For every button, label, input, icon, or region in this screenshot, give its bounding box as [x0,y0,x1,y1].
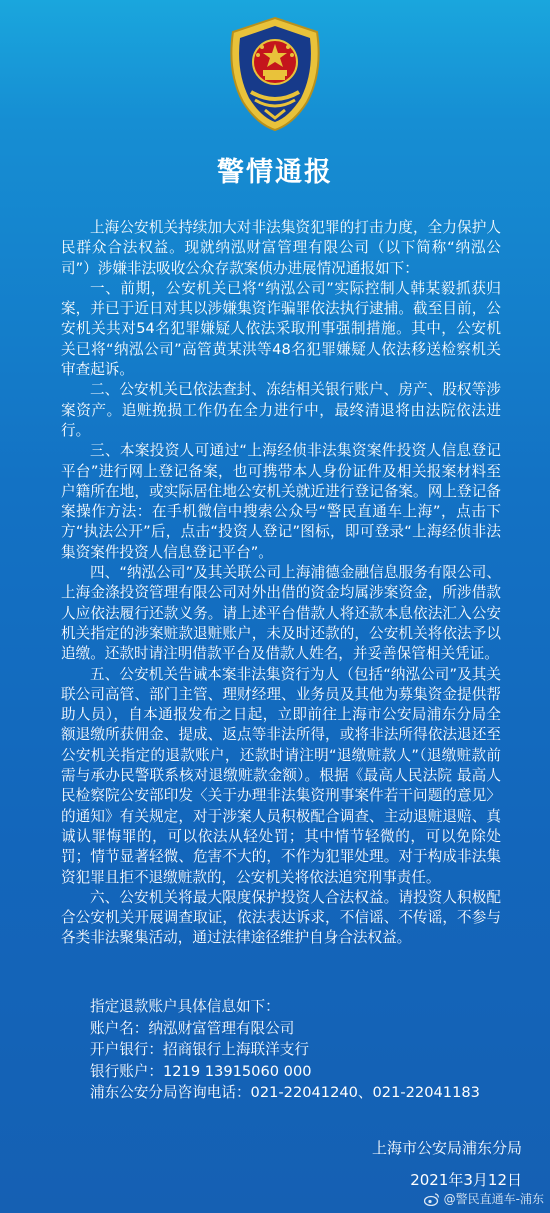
paragraph-6: 六、公安机关将最大限度保护投资人合法权益。请投资人积极配合公安机关开展调查取证，依法表达诉求，不信谣、不传谣，不参与各类非法聚集活动，通过法律途径维护自身合法权益。 [61,888,501,947]
police-emblem-icon [221,14,329,132]
notice-body [61,218,501,949]
paragraph-3: 三、本案投资人可通过“上海经侦非法集资案件投资人信息登记平台”进行网上登记备案，也可携带本人身份证件及相关报案材料至户籍所在地，或实际居住地公安机关就近进行登记备案。网上登记备案操作方法：在手机微信中搜索公众号“警民直通车上海”，点击下方“执法公开”后，点击“投资人登记”图标，即可登录“上海经侦非法集资案件投资人信息登记平台”。 [61,442,501,561]
weibo-watermark [424,1190,544,1207]
paragraph-4: 四、“纳泓公司”及其关联公司上海浦德金融信息服务有限公司、上海金涤投资管理有限公司对外出借的资金均属涉案资金，所涉借款人应依法履行还款义务。请上述平台借款人将还款本息依法汇入公安机关指定的涉案赃款退赃账户，未及时还款的，公安机关将依法予以追缴。还款时请注明借款平台及借款人姓名，并妥善保管相关凭证。 [61,564,501,663]
paragraph-2: 二、公安机关已依法查封、冻结相关银行账户、房产、股权等涉案资产。追赃挽损工作仍在全力进行中，最终清退将由法院依法进行。 [61,381,501,439]
paragraph-intro: 上海公安机关持续加大对非法集资犯罪的打击力度，全力保护人民群众合法权益。现就纳泓财富管理有限公司（以下简称“纳泓公司”）涉嫌非法吸收公众存款案侦办进展情况通报如下： [61,219,501,277]
paragraph-1: 一、前期，公安机关已将“纳泓公司”实际控制人韩某毅抓获归案，并已于近日对其以涉嫌集资诈骗罪依法执行逮捕。截至目前，公安机关共对54名犯罪嫌疑人依法采取刑事强制措施。其中，公安机关已将“纳泓公司”高管黄某洪等48名犯罪嫌疑人依法移送检察机关审查起诉。 [61,279,501,379]
account-bank: 开户银行：招商银行上海联洋支行 [90,1041,309,1059]
signature-block [372,1136,522,1192]
account-hotline: 浦东公安分局咨询电话：021-22041240、021-22041183 [90,1084,480,1102]
page-title: 警情通报 [217,157,333,188]
issuer: 上海市公安局浦东分局 [371,1139,522,1157]
issue-date: 2021年3月12日 [410,1171,522,1189]
watermark-text: @警民直通车-浦东 [443,1192,544,1206]
account-intro: 指定退款账户具体信息如下： [90,998,280,1015]
paragraph-5: 五、公安机关告诫本案非法集资行为人（包括“纳泓公司”及其关联公司高管、部门主管、理财经理、业务员及其他为募集资金提供帮助人员），自本通报发布之日起，立即前往上海市公安局浦东分局全额退缴所获佣金、提成、返点等非法所得，或将非法所得依法退还至公安机关指定的退款账户，还款时请注明“退缴赃款人”（退缴赃款前需与承办民警联系核对退缴赃款金额）。根据《最高人民法院 最高人民检察院公安部印发〈关于办理非法集资刑事案件若干问题的意见〉的通知》有关规定，对于涉案人员积极配合调查、主动退赃退赔、真诚认罪悔罪的，可以依法从轻处罚；其中情节轻微的，可以免除处罚；情节显著轻微、危害不大的，不作为犯罪处理。对于构成非法集资犯罪且拒不退缴赃款的，公安机关将依法追究刑事责任。 [61,665,501,886]
account-name: 账户名：纳泓财富管理有限公司 [90,1019,295,1037]
account-number: 银行账户：1219 13915060 000 [90,1062,312,1080]
weibo-icon [424,1192,440,1206]
refund-account-info [61,996,501,1104]
